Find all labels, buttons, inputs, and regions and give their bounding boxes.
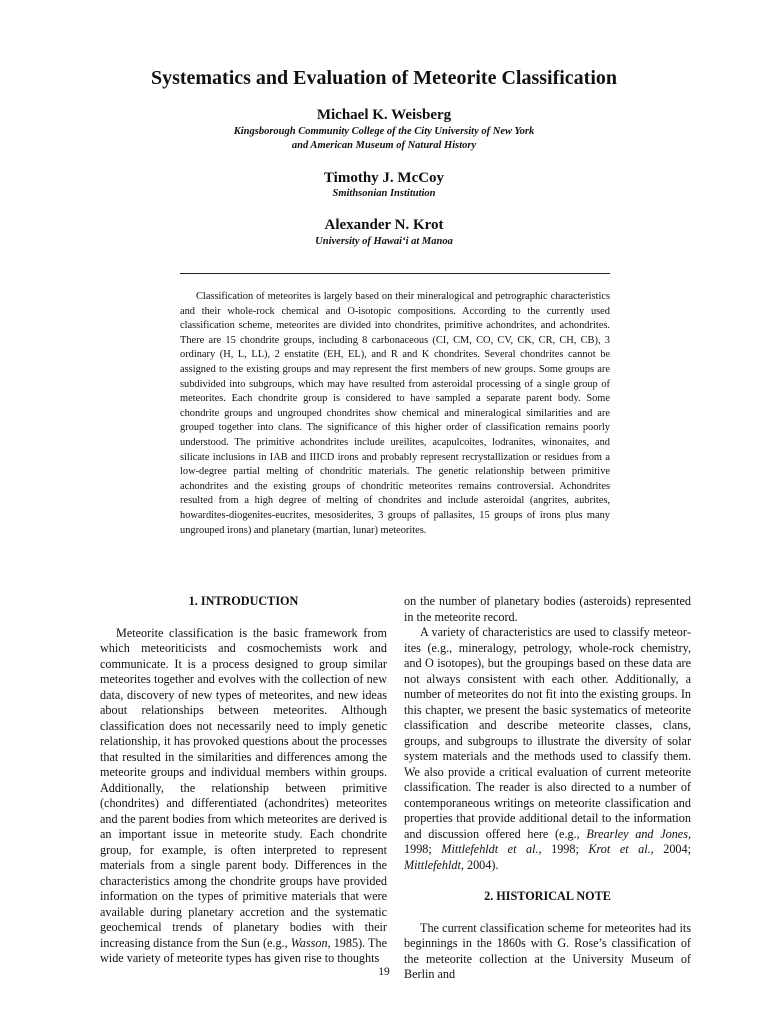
citation-mittlefehldt-et-al: Mittlefehldt et al., xyxy=(441,842,542,856)
author-name-1: Michael K. Weisberg xyxy=(316,107,452,123)
intro-p1-text-b: 1985). The wide variety of meteorite types has given rise to thoughts xyxy=(100,935,387,965)
section-heading-introduction: 1. INTRODUCTION xyxy=(188,594,299,608)
intro-paragraph-1 xyxy=(100,626,387,967)
intro-paragraph-1-continued: on the number of planetary bodies (asteroids) represented in the meteorite record. xyxy=(404,594,691,624)
page-number: 19 xyxy=(378,966,390,978)
intro-p2-year-4: 2004). xyxy=(463,857,499,872)
left-column xyxy=(100,594,387,967)
section-heading-historical-note: 2. HISTORICAL NOTE xyxy=(484,889,611,903)
author-name-2: Timothy J. McCoy xyxy=(323,170,445,186)
citation-krot-et-al: Krot et al., xyxy=(588,842,654,856)
intro-p1-text-a: Meteorite classification is the basic framework from which meteoriticists and cosmochemists work and communicate. It is a process designed to group similar meteorites together and evolves with the collection of new data, discovery of new types of meteorites, and new ideas about relationships between meteorites. Although classification does not necessarily need to imply genetic relationship, it has provoked questions about the processes that resulted in the similarities and differences among the meteorite groups and individual members within groups. Additionally, the relationship between primitive (chondrites) and differentiated (achondrites) meteorites and the parent bodies from which meteorites are derived is an important issue in meteorite study. Each chondrite group, for example, is often interpreted to represent materials from a single parent body. Differences in the characteristics among the chondrite groups have provided information on the types of primitive materials that were available during planetary accretion and the systematic geochemical trends of planetary bodies with their increasing distance from the Sun (e.g., xyxy=(100,625,387,950)
author-name-3: Alexander N. Krot xyxy=(324,217,444,233)
author-affiliation-2: Smithsonian Institution xyxy=(332,188,436,199)
citation-mittlefehldt: Mittlefehldt, xyxy=(404,857,464,872)
intro-p2-year-1: 1998; xyxy=(404,842,442,856)
author-affiliation-3: University of Hawai‘i at Manoa xyxy=(315,236,453,247)
abstract: Classification of meteorites is largely based on their mineralogical and petrographic characteristics and their whole-rock chemical and O-isotopic compositions. According to the currently used classification scheme, meteorites are divided into chondrites, primitive achondrites, and achondrites. There are 15 chondrite groups, including 8 carbonaceous (CI, CM, CO, CV, CK, CR, CH, CB), 3 ordinary (H, L, LL), 2 enstatite (EH, EL), and R and K chondrites. Several chondrites cannot be assigned to the existing groups and may represent the first members of new groups. Some groups are subdivided into subgroups, which may have resulted from asteroidal processing of a single group of meteorites. Each chondrite group is considered to have sampled a separate parent body. Some chondrite groups and ungrouped chondrites show chemical and mineralogical similarities and are grouped together into clans. The significance of this higher order of classification remains poorly understood. The primitive achondrites include ureilites, acapulcoites, lodranites, winonaites, and silicate inclusions in IAB and IIICD irons and probably represent recrystallization or residues from a low-degree partial melting of chondritic materials. The genetic relationship between primitive achondrites and the existing groups of chondritic meteorites remains controversial. Achondrites resulted from a high degree of melting of chondrites and include asteroidal (angrites, aubrites, howardites-diogenites-eucrites, mesosiderites, 3 groups of pallasites, 15 groups of irons plus many ungrouped irons) and planetary (martian, lunar) meteorites. xyxy=(180,291,610,536)
author-affiliation-1a: Kingsborough Community College of the City University of New York xyxy=(233,126,535,137)
header-rule xyxy=(180,273,610,274)
intro-paragraph-2 xyxy=(404,625,691,873)
paper-title: Systematics and Evaluation of Meteorite Classification xyxy=(150,67,618,89)
historical-paragraph-1: The current classification scheme for meteorites had its beginnings in the 1860s with G. Rose’s classification of the meteorite collection at the University Museum of Berlin and xyxy=(404,920,691,981)
author-affiliation-1b: and American Museum of Natural History xyxy=(291,140,477,151)
right-column xyxy=(404,594,691,983)
intro-p2-year-2: 1998; xyxy=(541,842,589,856)
intro-p2-year-3: 2004; xyxy=(653,842,692,856)
citation-wasson: Wasson, xyxy=(290,935,331,950)
citation-brearley-jones: Brearley and Jones, xyxy=(586,826,691,841)
intro-p2-text-a: A variety of characteristics are used to classify meteorites (e.g., mineralogy, petrology, whole-rock chemistry, and O isotopes), but the groupings based on these data are not always consistent with each other. Additionally, a number of meteorites do not fit into the existing groups. In this chapter, we present the basic systematics of meteorite classification and describe meteorite classes, clans, groups, and subgroups to illustrate the diversity of solar system materials and the methods used to classify them. We also provide a critical evaluation of current meteorite classification. The reader is also directed to a number of contemporaneous writings on meteorite classification and properties that provide additional detail to the information and discussion offered here (e.g., xyxy=(404,625,691,841)
